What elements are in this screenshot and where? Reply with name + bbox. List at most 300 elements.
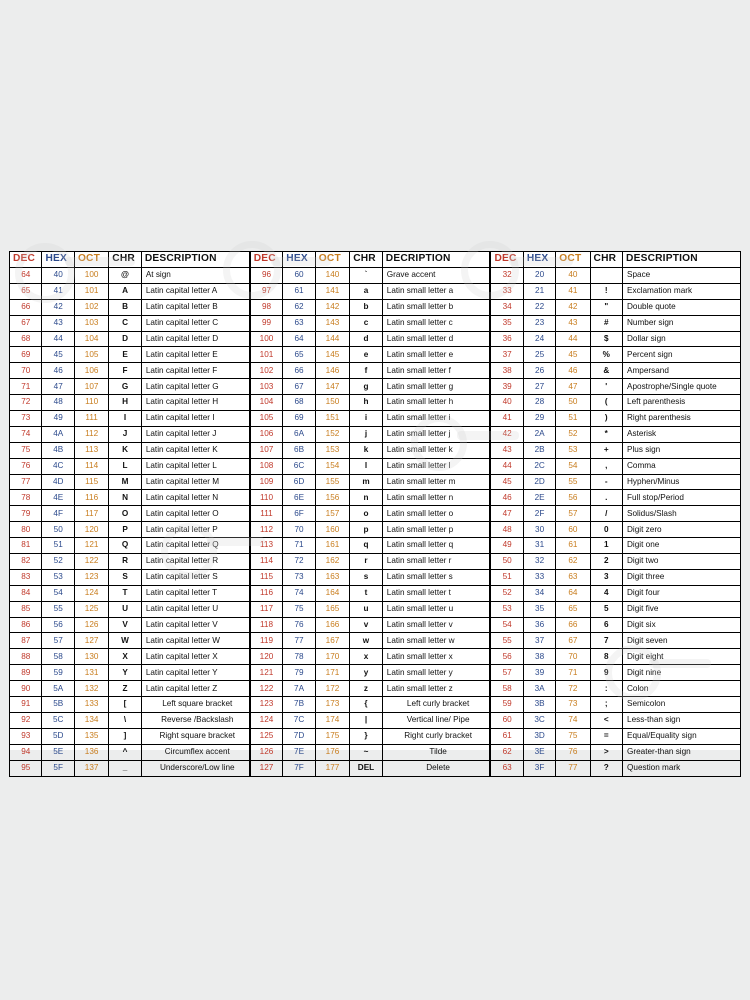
cell-description: Number sign [623,315,741,331]
cell-description: Colon [623,681,741,697]
cell-hex: 68 [283,395,316,411]
cell-hex: 58 [42,649,74,665]
cell-chr: S [109,569,142,585]
cell-description: Apostrophe/Single quote [623,379,741,395]
table-row [250,617,490,633]
cell-hex: 2B [523,442,555,458]
table-row [491,744,741,760]
cell-oct: 106 [74,363,108,379]
cell-dec: 43 [491,442,523,458]
cell-chr: c [350,315,383,331]
cell-chr: M [109,474,142,490]
cell-chr: G [109,379,142,395]
table-row [250,665,490,681]
cell-chr: I [109,411,142,427]
cell-dec: 54 [491,617,523,633]
cell-description: Right parenthesis [623,411,741,427]
cell-description: Latin capital letter E [141,347,249,363]
cell-description: Vertical line/ Pipe [382,712,490,728]
cell-chr: < [590,712,622,728]
table-row [250,744,490,760]
cell-oct: 145 [315,347,349,363]
cell-dec: 56 [491,649,523,665]
cell-chr: X [109,649,142,665]
cell-oct: 115 [74,474,108,490]
cell-dec: 116 [250,585,283,601]
cell-dec: 100 [250,331,283,347]
cell-oct: 127 [74,633,108,649]
cell-dec: 112 [250,522,283,538]
table-row [491,538,741,554]
cell-description: Percent sign [623,347,741,363]
cell-chr: V [109,617,142,633]
cell-description: Latin small letter j [382,426,490,442]
cell-oct: 135 [74,728,108,744]
cell-dec: 44 [491,458,523,474]
cell-dec: 39 [491,379,523,395]
cell-description: Digit four [623,585,741,601]
cell-chr: / [590,506,622,522]
table-row [491,395,741,411]
cell-description: Semicolon [623,697,741,713]
cell-description: Latin small letter w [382,633,490,649]
cell-hex: 3F [523,760,555,776]
cell-oct: 151 [315,411,349,427]
column-header-dec: DEC [491,252,523,268]
cell-dec: 34 [491,299,523,315]
cell-chr: k [350,442,383,458]
cell-oct: 155 [315,474,349,490]
table-row [250,760,490,776]
table-row [10,474,250,490]
cell-dec: 53 [491,601,523,617]
cell-description: Plus sign [623,442,741,458]
table-body [10,268,250,777]
cell-chr: { [350,697,383,713]
cell-description: Latin small letter c [382,315,490,331]
cell-chr: - [590,474,622,490]
cell-description: Latin capital letter O [141,506,249,522]
cell-oct: 44 [556,331,590,347]
cell-chr: ! [590,283,622,299]
cell-dec: 49 [491,538,523,554]
cell-hex: 56 [42,617,74,633]
table-row [491,458,741,474]
cell-chr: + [590,442,622,458]
cell-description: Digit zero [623,522,741,538]
table-row [250,490,490,506]
cell-dec: 76 [10,458,42,474]
cell-dec: 117 [250,601,283,617]
cell-description: Right curly bracket [382,728,490,744]
cell-hex: 31 [523,538,555,554]
cell-description: Digit six [623,617,741,633]
cell-chr: } [350,728,383,744]
cell-dec: 103 [250,379,283,395]
tables-container [9,251,741,777]
table-header-row [250,252,490,268]
table-row [10,744,250,760]
cell-hex: 73 [283,569,316,585]
cell-dec: 67 [10,315,42,331]
cell-hex: 4B [42,442,74,458]
cell-description: Latin capital letter X [141,649,249,665]
cell-description: Digit two [623,554,741,570]
cell-chr: 0 [590,522,622,538]
cell-chr: x [350,649,383,665]
cell-description: Latin small letter g [382,379,490,395]
table-row [250,331,490,347]
cell-dec: 40 [491,395,523,411]
cell-hex: 25 [523,347,555,363]
cell-hex: 67 [283,379,316,395]
cell-description: Latin small letter s [382,569,490,585]
cell-oct: 173 [315,697,349,713]
cell-hex: 33 [523,569,555,585]
cell-oct: 63 [556,569,590,585]
cell-description: Comma [623,458,741,474]
cell-oct: 171 [315,665,349,681]
cell-oct: 77 [556,760,590,776]
cell-chr: i [350,411,383,427]
cell-hex: 64 [283,331,316,347]
table-row [491,506,741,522]
table-header-row [491,252,741,268]
cell-description: Asterisk [623,426,741,442]
cell-hex: 55 [42,601,74,617]
cell-oct: 105 [74,347,108,363]
cell-dec: 102 [250,363,283,379]
cell-hex: 78 [283,649,316,665]
cell-chr: z [350,681,383,697]
cell-hex: 72 [283,554,316,570]
cell-oct: 67 [556,633,590,649]
cell-chr: ) [590,411,622,427]
cell-dec: 119 [250,633,283,649]
cell-oct: 157 [315,506,349,522]
cell-oct: 100 [74,268,108,284]
cell-description: Latin small letter q [382,538,490,554]
cell-oct: 62 [556,554,590,570]
cell-chr: # [590,315,622,331]
cell-hex: 21 [523,283,555,299]
table-row [250,379,490,395]
cell-dec: 108 [250,458,283,474]
cell-dec: 86 [10,617,42,633]
cell-dec: 94 [10,744,42,760]
cell-oct: 71 [556,665,590,681]
cell-oct: 65 [556,601,590,617]
cell-description: Latin small letter t [382,585,490,601]
cell-chr: % [590,347,622,363]
cell-oct: 124 [74,585,108,601]
cell-chr: W [109,633,142,649]
cell-dec: 65 [10,283,42,299]
cell-oct: 130 [74,649,108,665]
cell-oct: 55 [556,474,590,490]
table-header-row [10,252,250,268]
cell-oct: 43 [556,315,590,331]
cell-dec: 105 [250,411,283,427]
cell-oct: 112 [74,426,108,442]
cell-oct: 134 [74,712,108,728]
cell-hex: 7A [283,681,316,697]
table-row [10,426,250,442]
cell-dec: 89 [10,665,42,681]
cell-hex: 29 [523,411,555,427]
cell-description: Latin capital letter P [141,522,249,538]
column-header-description: DECRIPTION [382,252,490,268]
cell-description: Left parenthesis [623,395,741,411]
table-row [10,411,250,427]
cell-oct: 70 [556,649,590,665]
cell-chr: r [350,554,383,570]
cell-dec: 106 [250,426,283,442]
cell-description: Latin small letter k [382,442,490,458]
table-row [250,601,490,617]
cell-oct: 64 [556,585,590,601]
cell-description: Grave accent [382,268,490,284]
cell-description: Latin capital letter G [141,379,249,395]
cell-description: Latin small letter i [382,411,490,427]
cell-oct: 175 [315,728,349,744]
table-row [491,522,741,538]
cell-chr: , [590,458,622,474]
table-row [10,299,250,315]
cell-dec: 126 [250,744,283,760]
column-header-description: DESCRIPTION [623,252,741,268]
cell-hex: 59 [42,665,74,681]
cell-dec: 124 [250,712,283,728]
cell-dec: 78 [10,490,42,506]
cell-hex: 5D [42,728,74,744]
cell-chr: ' [590,379,622,395]
column-header-hex: HEX [523,252,555,268]
table-uppercase [9,251,250,777]
cell-hex: 4D [42,474,74,490]
cell-chr: H [109,395,142,411]
cell-oct: 40 [556,268,590,284]
cell-hex: 43 [42,315,74,331]
cell-hex: 45 [42,347,74,363]
cell-dec: 97 [250,283,283,299]
cell-hex: 30 [523,522,555,538]
column-header-hex: HEX [283,252,316,268]
table-row [10,379,250,395]
table-row [491,490,741,506]
cell-hex: 36 [523,617,555,633]
cell-description: Ampersand [623,363,741,379]
cell-dec: 111 [250,506,283,522]
cell-dec: 114 [250,554,283,570]
cell-hex: 3E [523,744,555,760]
cell-description: Digit seven [623,633,741,649]
cell-description: Digit five [623,601,741,617]
cell-description: Digit one [623,538,741,554]
cell-dec: 75 [10,442,42,458]
cell-hex: 5C [42,712,74,728]
cell-chr: $ [590,331,622,347]
cell-dec: 45 [491,474,523,490]
table-row [10,617,250,633]
cell-chr: 5 [590,601,622,617]
cell-chr: ~ [350,744,383,760]
cell-chr: Z [109,681,142,697]
cell-chr: E [109,347,142,363]
cell-description: Latin small letter u [382,601,490,617]
cell-dec: 41 [491,411,523,427]
table-row [10,363,250,379]
cell-oct: 143 [315,315,349,331]
cell-oct: 42 [556,299,590,315]
cell-dec: 88 [10,649,42,665]
cell-dec: 37 [491,347,523,363]
cell-chr: Y [109,665,142,681]
cell-hex: 24 [523,331,555,347]
cell-oct: 152 [315,426,349,442]
column-header-dec: DEC [250,252,283,268]
table-row [10,268,250,284]
cell-description: Full stop/Period [623,490,741,506]
cell-dec: 95 [10,760,42,776]
cell-description: Left curly bracket [382,697,490,713]
cell-hex: 27 [523,379,555,395]
cell-chr: > [590,744,622,760]
cell-hex: 32 [523,554,555,570]
cell-oct: 110 [74,395,108,411]
cell-oct: 172 [315,681,349,697]
table-row [250,506,490,522]
cell-oct: 150 [315,395,349,411]
cell-hex: 41 [42,283,74,299]
cell-description: Latin capital letter B [141,299,249,315]
cell-dec: 98 [250,299,283,315]
cell-description: Latin capital letter Q [141,538,249,554]
table-row [491,283,741,299]
cell-hex: 74 [283,585,316,601]
cell-chr: B [109,299,142,315]
table-body [250,268,490,777]
cell-dec: 33 [491,283,523,299]
cell-description: Delete [382,760,490,776]
cell-dec: 32 [491,268,523,284]
table-row [491,426,741,442]
cell-oct: 122 [74,554,108,570]
cell-oct: 61 [556,538,590,554]
table-row [491,347,741,363]
cell-oct: 117 [74,506,108,522]
cell-oct: 174 [315,712,349,728]
cell-hex: 77 [283,633,316,649]
cell-oct: 72 [556,681,590,697]
cell-hex: 70 [283,522,316,538]
cell-description: Digit eight [623,649,741,665]
cell-description: Question mark [623,760,741,776]
table-row [491,299,741,315]
column-header-chr: CHR [109,252,142,268]
cell-dec: 60 [491,712,523,728]
cell-description: Latin small letter f [382,363,490,379]
cell-dec: 36 [491,331,523,347]
cell-hex: 48 [42,395,74,411]
cell-chr: DEL [350,760,383,776]
cell-chr: f [350,363,383,379]
cell-hex: 2F [523,506,555,522]
table-row [10,569,250,585]
cell-chr: e [350,347,383,363]
cell-description: Equal/Equality sign [623,728,741,744]
cell-chr: = [590,728,622,744]
cell-chr: m [350,474,383,490]
cell-oct: 146 [315,363,349,379]
cell-chr: 7 [590,633,622,649]
cell-chr: b [350,299,383,315]
cell-description: Latin capital letter R [141,554,249,570]
cell-chr: C [109,315,142,331]
table-row [250,554,490,570]
cell-hex: 7D [283,728,316,744]
cell-oct: 147 [315,379,349,395]
table-row [250,585,490,601]
table-row [10,585,250,601]
cell-oct: 165 [315,601,349,617]
cell-oct: 154 [315,458,349,474]
cell-oct: 116 [74,490,108,506]
cell-hex: 2C [523,458,555,474]
cell-hex: 2A [523,426,555,442]
table-row [250,633,490,649]
cell-hex: 6D [283,474,316,490]
cell-dec: 35 [491,315,523,331]
cell-description: Latin small letter x [382,649,490,665]
cell-chr: A [109,283,142,299]
cell-oct: 136 [74,744,108,760]
cell-description: Latin small letter e [382,347,490,363]
cell-dec: 58 [491,681,523,697]
table-row [250,712,490,728]
table-row [10,522,250,538]
cell-description: Latin capital letter W [141,633,249,649]
column-header-oct: OCT [74,252,108,268]
cell-chr: J [109,426,142,442]
table-row [491,379,741,395]
cell-oct: 166 [315,617,349,633]
cell-dec: 68 [10,331,42,347]
cell-hex: 71 [283,538,316,554]
cell-description: Right square bracket [141,728,249,744]
cell-dec: 82 [10,554,42,570]
cell-dec: 125 [250,728,283,744]
cell-oct: 133 [74,697,108,713]
cell-chr: o [350,506,383,522]
table-row [10,697,250,713]
cell-oct: 142 [315,299,349,315]
cell-hex: 20 [523,268,555,284]
table-row [491,681,741,697]
table-row [250,426,490,442]
cell-hex: 2D [523,474,555,490]
cell-oct: 162 [315,554,349,570]
cell-oct: 51 [556,411,590,427]
cell-description: Digit nine [623,665,741,681]
cell-description: Left square bracket [141,697,249,713]
cell-oct: 132 [74,681,108,697]
cell-hex: 7C [283,712,316,728]
cell-oct: 144 [315,331,349,347]
cell-chr: ? [590,760,622,776]
cell-hex: 5B [42,697,74,713]
cell-description: Latin capital letter Y [141,665,249,681]
